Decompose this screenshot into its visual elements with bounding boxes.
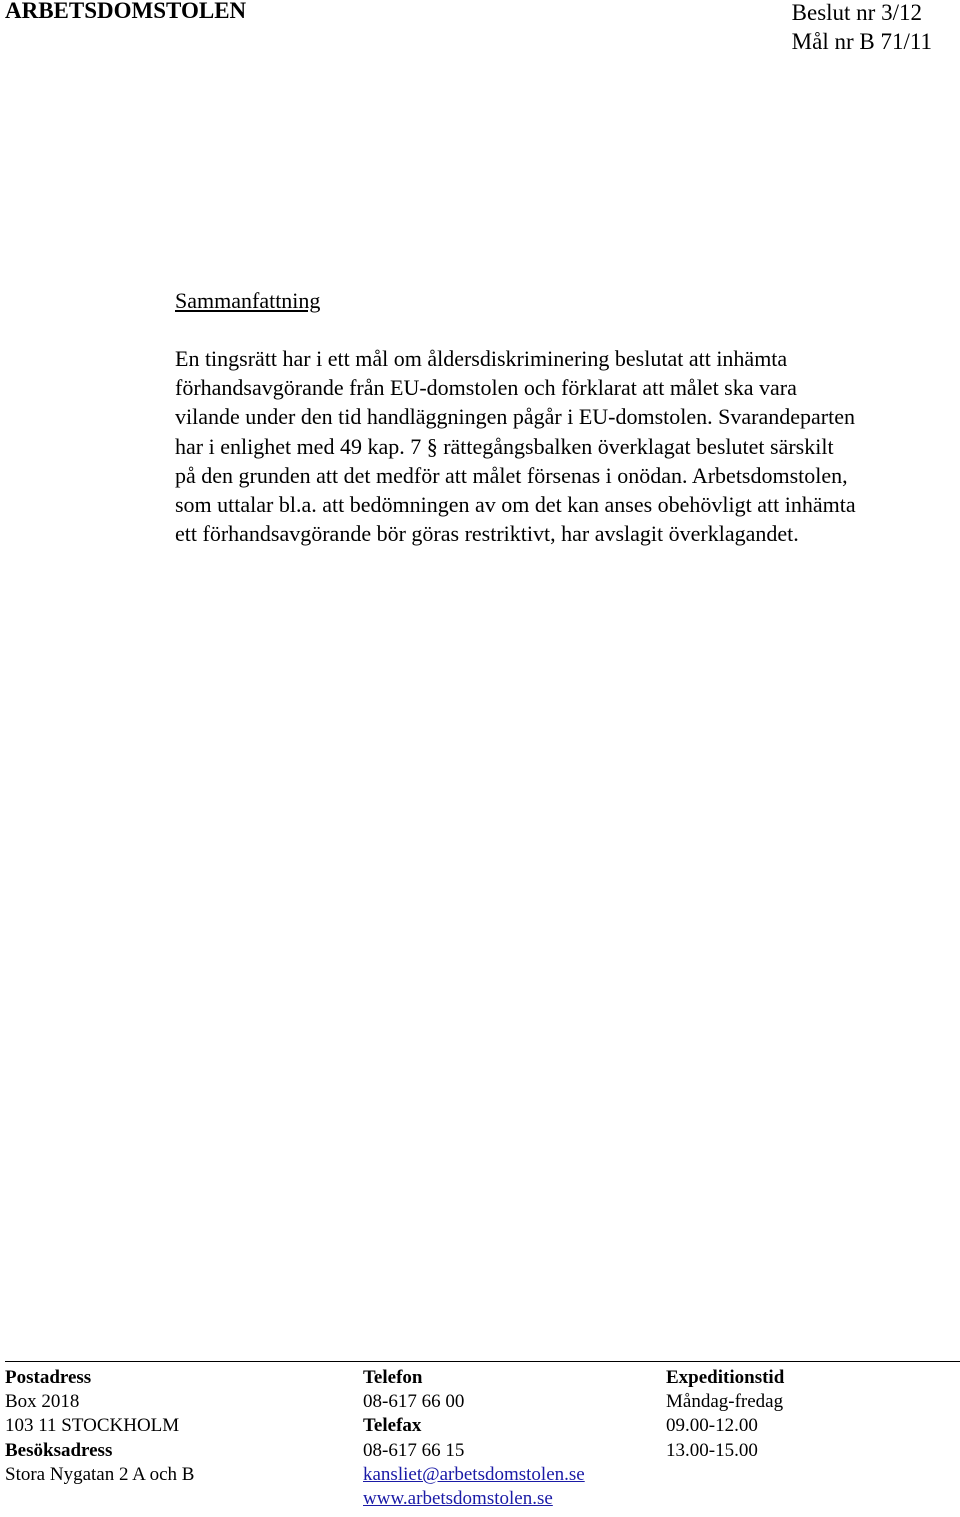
postal-box: Box 2018 [5, 1391, 80, 1413]
court-name: ARBETSDOMSTOLEN [5, 0, 247, 23]
fax-label: Telefax [363, 1415, 422, 1437]
postal-city: 103 11 STOCKHOLM [5, 1415, 180, 1437]
footer-address-column [5, 1366, 194, 1487]
summary-line: En tingsrätt har i ett mål om åldersdiskriminering beslutat att inhämta [175, 346, 788, 371]
summary-line: förhandsavgörande från EU-domstolen och förklarat att målet ska vara [175, 375, 797, 401]
case-reference [792, 0, 932, 56]
office-hours-label: Expeditionstid [666, 1367, 785, 1388]
footer-divider [5, 1361, 960, 1362]
website-link[interactable]: www.arbetsdomstolen.se [363, 1488, 553, 1510]
case-number: Mål nr B 71/11 [791, 29, 932, 54]
phone-label: Telefon [363, 1367, 423, 1388]
fax-number: 08-617 66 15 [363, 1439, 465, 1461]
visit-street: Stora Nygatan 2 A och B [5, 1463, 195, 1485]
email-link[interactable]: kansliet@arbetsdomstolen.se [363, 1463, 585, 1485]
summary-line: har i enlighet med 49 kap. 7 § rättegångsbalken överklagat beslutet särskilt [175, 433, 834, 459]
decision-number: Beslut nr 3/12 [791, 0, 922, 25]
visit-address-label: Besöksadress [5, 1439, 113, 1461]
footer-contact-column [363, 1366, 585, 1511]
phone-number: 08-617 66 00 [363, 1391, 465, 1413]
office-hours-afternoon: 13.00-15.00 [666, 1439, 758, 1461]
summary-line: ett förhandsavgörande bör göras restriktivt, har avslagit överklagandet. [175, 521, 799, 547]
office-hours-morning: 09.00-12.00 [666, 1415, 758, 1437]
summary-paragraph [175, 344, 960, 548]
office-days: Måndag-fredag [666, 1391, 784, 1413]
summary-line: vilande under den tid handläggningen pågår i EU-domstolen. Svarandeparten [175, 404, 855, 430]
footer-hours-column [666, 1366, 784, 1463]
summary-line: som uttalar bl.a. att bedömningen av om det kan anses obehövligt att inhämta [175, 492, 856, 518]
summary-line: på den grunden att det medför att målet försenas i onödan. Arbetsdomstolen, [175, 462, 848, 488]
summary-heading: Sammanfattning [175, 288, 321, 313]
postal-address-label: Postadress [5, 1367, 92, 1388]
